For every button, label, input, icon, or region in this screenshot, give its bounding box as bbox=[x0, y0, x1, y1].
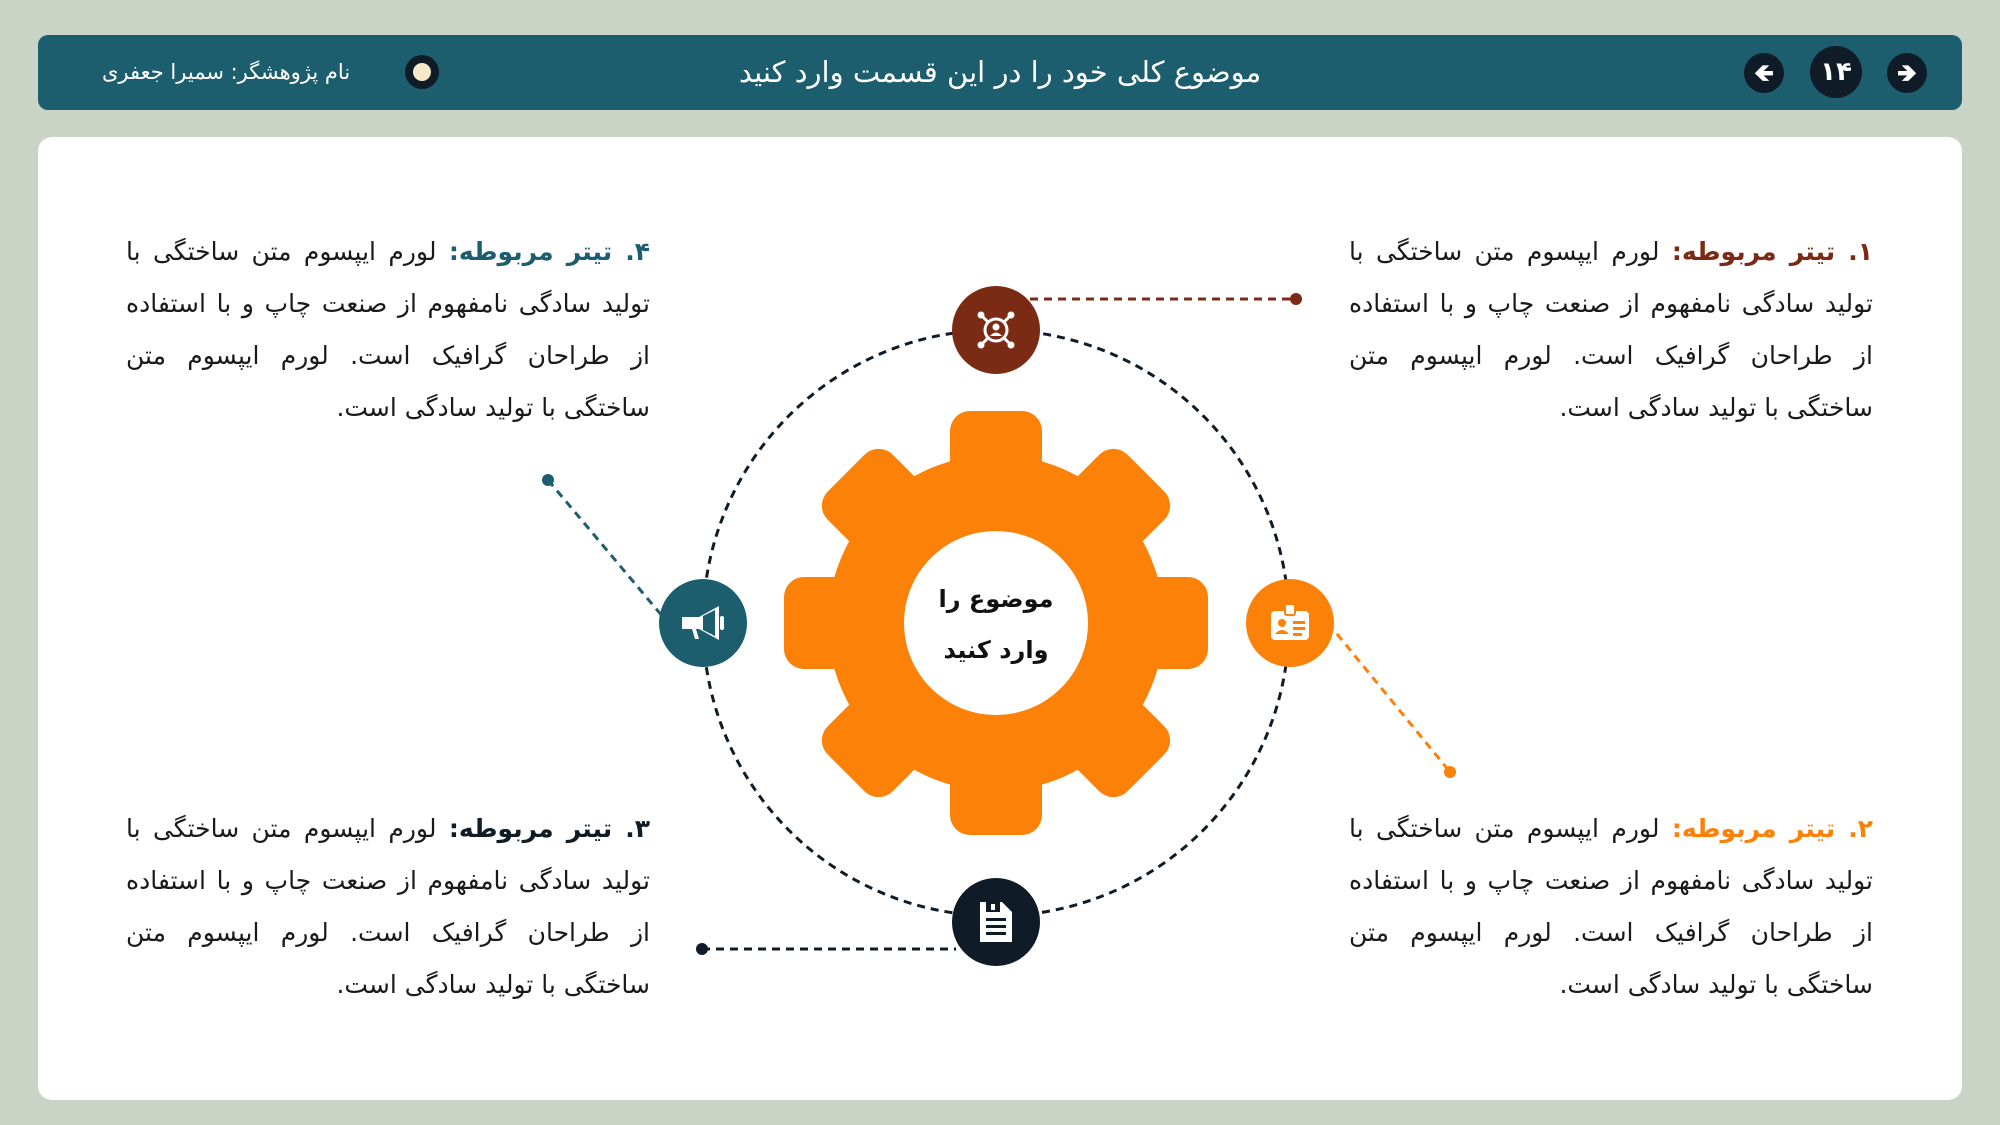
connector-dot-4 bbox=[542, 474, 554, 486]
arrow-right-icon: 🡺 bbox=[1897, 59, 1917, 87]
id-badge-icon bbox=[1246, 579, 1334, 667]
connector-dot-3 bbox=[696, 943, 708, 955]
item-3-text: لورم ایپسوم متن ساختگی با تولید سادگی نامفهوم از صنعت چاپ و با استفاده از طراحان گرافیک است. لورم ایپسوم متن ساختگی با تولید سادگی است. bbox=[126, 814, 650, 999]
center-line-1: موضوع را bbox=[938, 585, 1054, 613]
item-2-title: ۲. تیتر مربوطه: bbox=[1671, 814, 1873, 843]
item-4-title: ۴. تیتر مربوطه: bbox=[448, 237, 650, 266]
header-bar bbox=[38, 35, 1962, 110]
page-number: ۱۴ bbox=[1810, 46, 1862, 98]
next-slide-button[interactable] bbox=[1887, 53, 1927, 93]
center-line-2: وارد کنید bbox=[943, 636, 1049, 664]
content-card bbox=[38, 137, 1962, 1100]
connector-dot-2 bbox=[1444, 766, 1456, 778]
connector-2 bbox=[1328, 623, 1450, 772]
item-2-block bbox=[1349, 803, 1873, 1011]
item-4-text: لورم ایپسوم متن ساختگی با تولید سادگی نامفهوم از صنعت چاپ و با استفاده از طراحان گرافیک است. لورم ایپسوم متن ساختگی با تولید سادگی است. bbox=[126, 237, 650, 422]
item-4-block bbox=[126, 226, 650, 434]
center-topic bbox=[906, 574, 1086, 676]
item-1-title: ۱. تیتر مربوطه: bbox=[1671, 237, 1873, 266]
document-icon bbox=[952, 878, 1040, 966]
page-title: موضوع کلی خود را در این قسمت وارد کنید bbox=[738, 55, 1262, 89]
item-1-block bbox=[1349, 226, 1873, 434]
item-2-text: لورم ایپسوم متن ساختگی با تولید سادگی نامفهوم از صنعت چاپ و با استفاده از طراحان گرافیک است. لورم ایپسوم متن ساختگی با تولید سادگی است. bbox=[1349, 814, 1873, 999]
item-3-block bbox=[126, 803, 650, 1011]
researcher-name: نام پژوهشگر: سمیرا جعفری bbox=[102, 60, 351, 84]
megaphone-icon bbox=[659, 579, 747, 667]
connector-dot-1 bbox=[1290, 293, 1302, 305]
prev-slide-button[interactable] bbox=[1744, 53, 1784, 93]
arrow-left-icon: 🡸 bbox=[1754, 59, 1774, 87]
item-1-text: لورم ایپسوم متن ساختگی با تولید سادگی نامفهوم از صنعت چاپ و با استفاده از طراحان گرافیک است. لورم ایپسوم متن ساختگی با تولید سادگی است. bbox=[1349, 237, 1873, 422]
user-network-icon bbox=[952, 286, 1040, 374]
item-3-title: ۳. تیتر مربوطه: bbox=[448, 814, 650, 843]
connector-4 bbox=[548, 480, 668, 623]
